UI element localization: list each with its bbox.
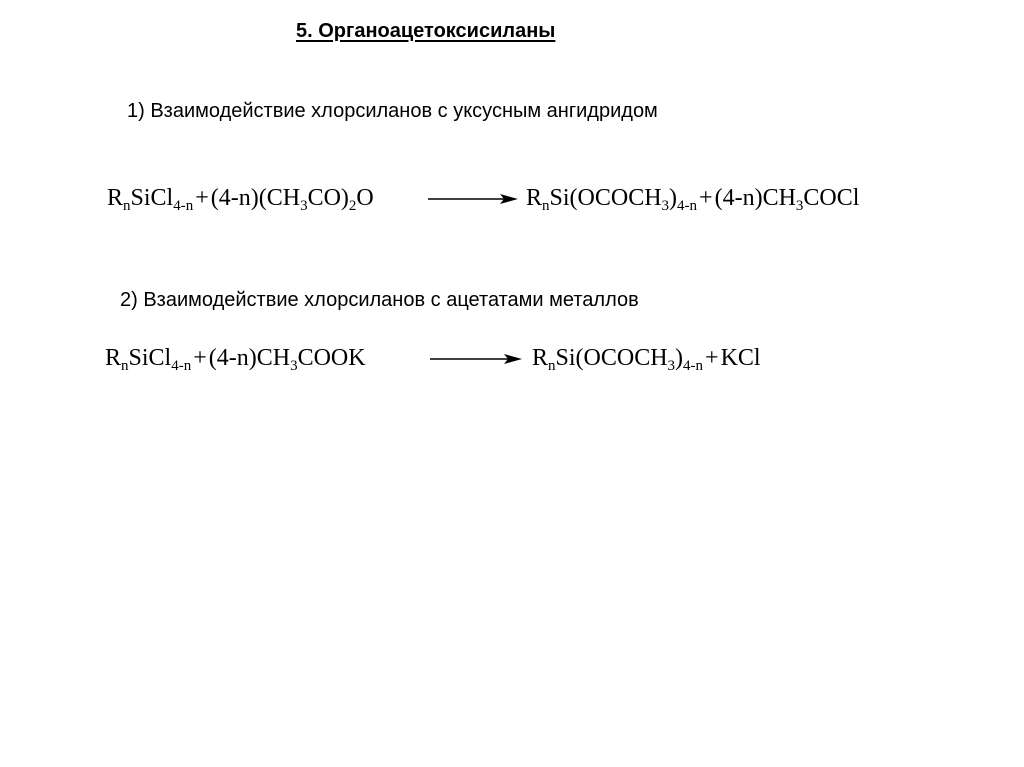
subscript: 3	[300, 198, 308, 214]
product-silane-close: )	[669, 185, 678, 211]
section-1-heading: 1) Взаимодействие хлорсиланов с уксусным ангидридом	[127, 100, 658, 122]
reaction-arrow-icon	[428, 192, 518, 206]
reactant-anhydride-part: CO)	[307, 185, 349, 211]
reactant-anhydride-end: O	[356, 185, 374, 211]
reactant-acetate-end: COOK	[297, 345, 366, 371]
product-silane-close: )	[675, 345, 684, 371]
subscript: 4-n	[173, 198, 194, 214]
section-2-heading: 2) Взаимодействие хлорсиланов с ацетатами металлов	[120, 289, 639, 311]
reactant-sicl: SiCl	[130, 185, 174, 211]
plus-sign: +	[193, 345, 207, 371]
plus-sign: +	[195, 185, 209, 211]
subscript: 2	[348, 198, 357, 214]
product-silane: Si(OCOCH	[549, 185, 662, 211]
equation-1-reactants	[107, 185, 374, 214]
slide-title: 5. Органоацетоксисиланы	[296, 20, 556, 42]
subscript: 4-n	[683, 358, 704, 374]
reactant-acetate: (4-n)CH	[208, 345, 291, 371]
equation-2-reactants	[105, 345, 366, 374]
reactant-rn: R	[105, 345, 122, 371]
product-rn: R	[526, 185, 543, 211]
subscript: n	[548, 358, 556, 374]
reactant-sicl: SiCl	[128, 345, 172, 371]
subscript: 3	[667, 358, 676, 374]
subscript: 4-n	[677, 198, 698, 214]
product-rn: R	[532, 345, 549, 371]
product-acetyl-chloride-end: COCl	[803, 185, 860, 211]
subscript: 3	[661, 198, 670, 214]
equation-2-products	[532, 345, 761, 374]
subscript: 4-n	[171, 358, 192, 374]
subscript: n	[542, 198, 550, 214]
product-kcl: KCl	[720, 345, 761, 371]
reaction-arrow-icon	[430, 352, 522, 366]
product-acetyl-chloride: (4-n)CH	[714, 185, 796, 211]
product-silane: Si(OCOCH	[555, 345, 668, 371]
reactant-anhydride: (4-n)(CH	[210, 185, 301, 211]
subscript: n	[121, 358, 129, 374]
equation-1-products	[526, 185, 860, 214]
subscript: n	[123, 198, 131, 214]
reactant-rn: R	[107, 185, 124, 211]
subscript: 3	[795, 198, 804, 214]
plus-sign: +	[699, 185, 713, 211]
subscript: 3	[290, 358, 298, 374]
plus-sign: +	[705, 345, 719, 371]
